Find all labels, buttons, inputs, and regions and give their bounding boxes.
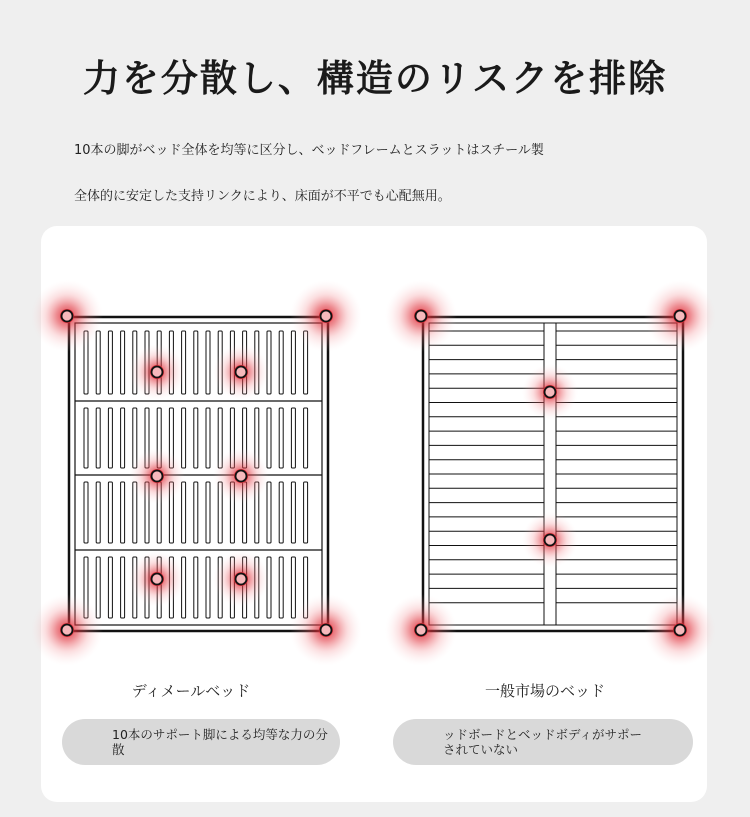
common-feature-pill — [393, 719, 693, 765]
common-feature-text: ッドボードとベッドボディがサポー されていない — [443, 727, 643, 757]
description-line-2: 全体的に安定した支持リンクにより、床面が不平でも心配無用。 — [74, 189, 451, 204]
ideal-feature-pill — [62, 719, 340, 765]
description-line-1: 10本の脚がベッド全体を均等に区分し、ベッドフレームとスラットはスチール製 — [74, 143, 544, 158]
ideal-bed-diagram — [69, 317, 328, 631]
common-bed-diagram — [423, 317, 683, 631]
common-bed-label: 一般市場のベッド — [484, 682, 605, 700]
ideal-bed-label: ディメールベッド — [131, 682, 251, 700]
support-points — [31, 280, 716, 666]
page-title: 力を分散し、構造のリスクを排除 — [82, 57, 668, 100]
ideal-feature-text: 10本のサポート脚による均等な力の分散 — [112, 727, 328, 757]
